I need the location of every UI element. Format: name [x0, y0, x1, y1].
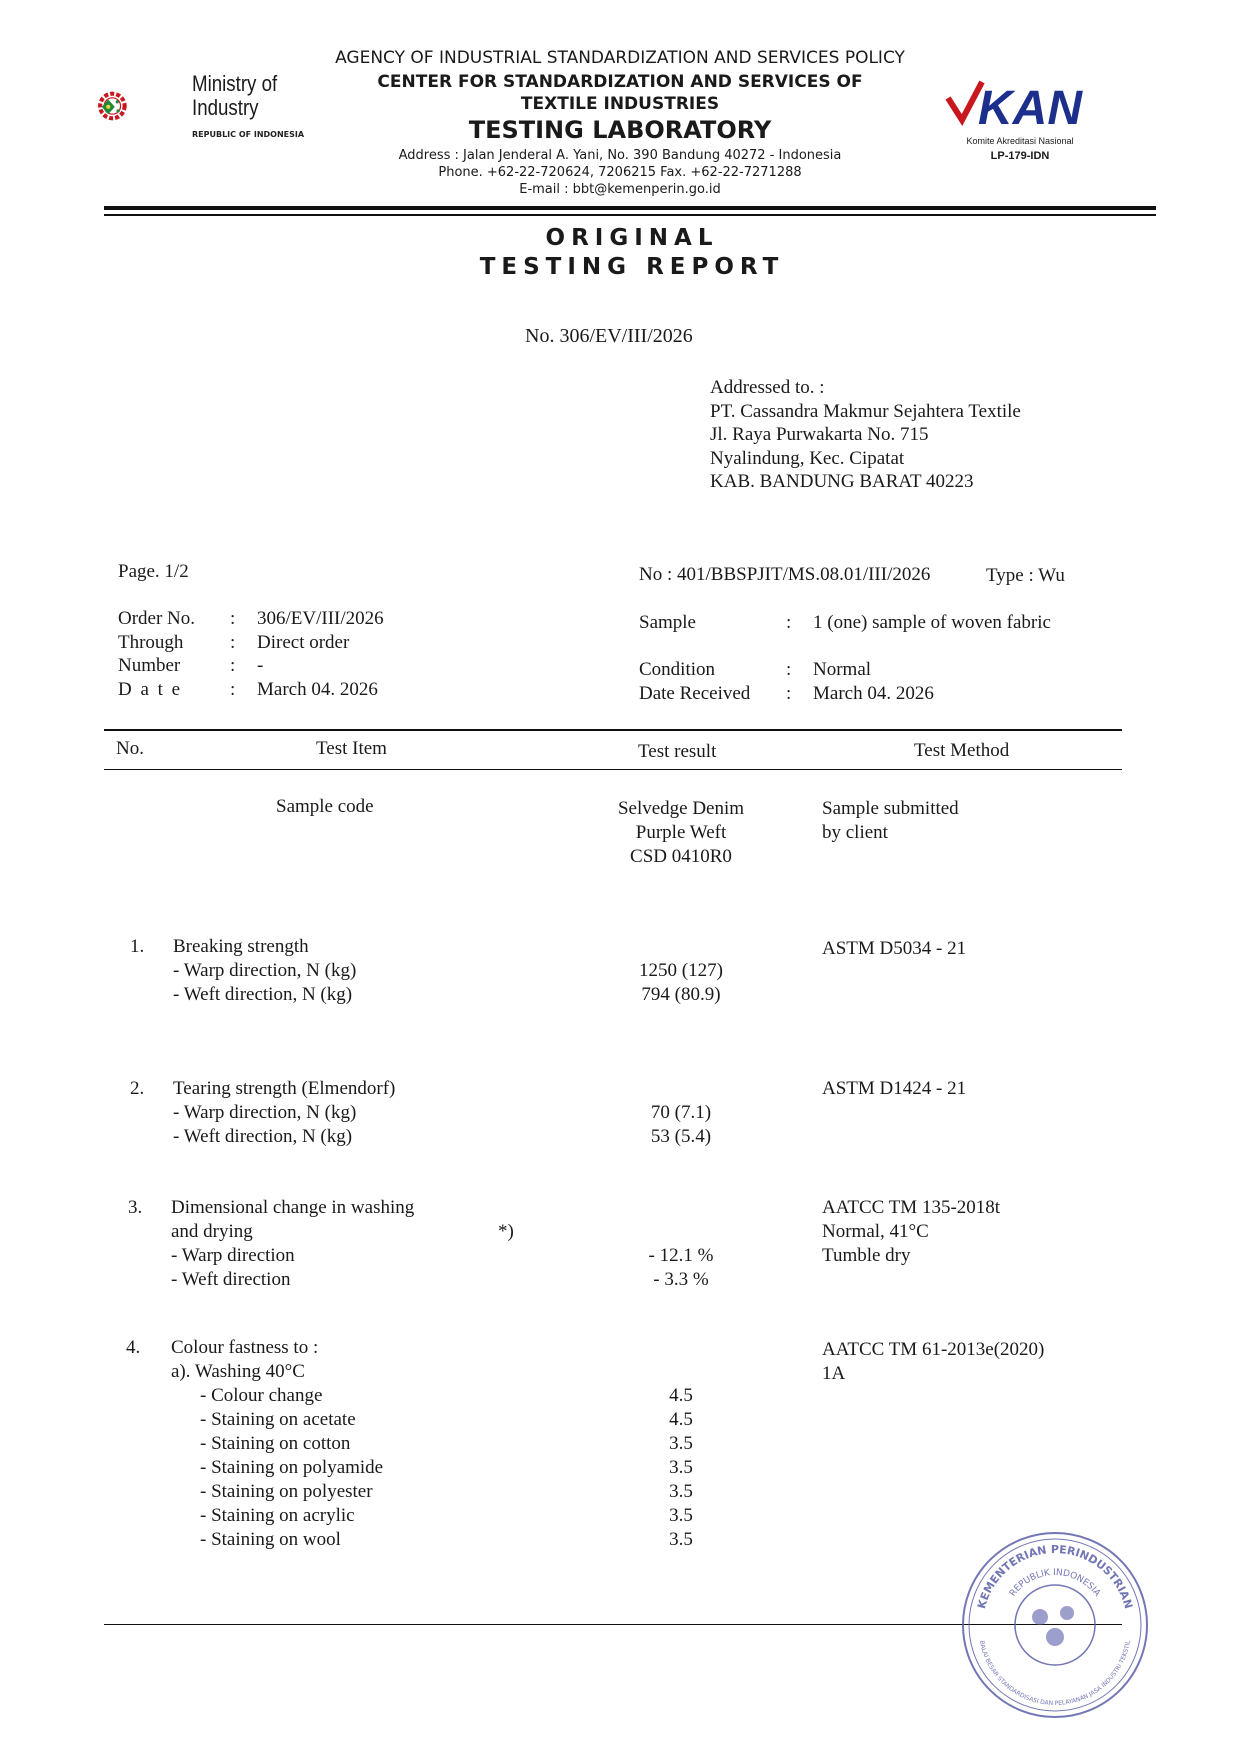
kan-id: LP-179-IDN [990, 150, 1050, 162]
item-line: - Staining on acrylic [200, 1505, 355, 1526]
condition-label: Condition [639, 659, 716, 680]
method-line: Tumble dry [822, 1245, 911, 1266]
order-no-value: 306/EV/III/2026 [257, 608, 384, 629]
result-value: 4.5 [669, 1385, 693, 1406]
item-no: 2. [130, 1078, 145, 1099]
sample-code-method [822, 797, 959, 845]
date-received-value: March 04. 2026 [813, 683, 934, 704]
table-top-rule [104, 729, 1122, 731]
colon: : [230, 632, 236, 653]
footnote-marker: *) [498, 1221, 514, 1242]
result-value: 3.5 [669, 1481, 693, 1502]
reference-no: No : 401/BBSPJIT/MS.08.01/III/2026 [639, 564, 931, 585]
colon: : [786, 659, 792, 680]
col-header-no: No. [116, 738, 144, 759]
colon: : [786, 683, 792, 704]
item-line: - Staining on polyester [200, 1481, 373, 1502]
lab-title: TESTING LABORATORY [468, 116, 772, 144]
center-title-2: TEXTILE INDUSTRIES [520, 94, 720, 114]
result-value: 3.5 [669, 1457, 693, 1478]
item-lines [171, 1336, 383, 1552]
item-line: - Staining on acetate [200, 1409, 356, 1430]
page-indicator: Page. 1/2 [118, 561, 189, 582]
date-received-label: Date Received [639, 683, 751, 704]
through-value: Direct order [257, 632, 350, 653]
item-line: Breaking strength [173, 936, 309, 957]
addressee-line: Jl. Raya Purwakarta No. 715 [710, 424, 929, 445]
result-value: 3.5 [669, 1433, 693, 1454]
addressee-line: Nyalindung, Kec. Cipatat [710, 448, 905, 469]
item-results [596, 1101, 766, 1149]
addressee-line: PT. Cassandra Makmur Sejahtera Textile [710, 401, 1021, 422]
method-line: ASTM D1424 - 21 [822, 1078, 967, 1099]
item-line: a). Washing 40°C [171, 1361, 305, 1382]
item-lines [173, 1077, 395, 1149]
result-value: 53 (5.4) [650, 1126, 712, 1147]
stamp-bottom-text: BALAI BESAR STANDARDISASI DAN PELAYANAN JASA INDUSTRI TEKSTIL [977, 1640, 1133, 1708]
result-value: 70 (7.1) [650, 1102, 712, 1123]
item-line: - Warp direction [171, 1245, 295, 1266]
result-value: - 12.1 % [648, 1245, 714, 1266]
number-label: Number [118, 655, 181, 676]
method-line: Normal, 41°C [822, 1221, 929, 1242]
item-method [822, 1077, 966, 1101]
method-line: AATCC TM 135-2018t [822, 1197, 1001, 1218]
result-value: - 3.3 % [653, 1269, 709, 1290]
colon: : [786, 612, 792, 633]
date-label: D a t e [118, 679, 183, 700]
method-line: ASTM D5034 - 21 [822, 938, 967, 959]
number-value: - [257, 655, 264, 676]
email-line: E-mail : bbt@kemenperin.go.id [519, 182, 721, 197]
ministry-sub: REPUBLIC OF INDONESIA [192, 130, 305, 139]
item-line: - Staining on wool [200, 1529, 341, 1550]
item-results [596, 1244, 766, 1292]
stamp-mid-text: REPUBLIK INDONESIA [1008, 1567, 1102, 1599]
header-rule-thick [104, 206, 1156, 210]
svg-text:BALAI BESAR STANDARDISASI DAN [978, 1639, 1132, 1707]
method-line: 1A [822, 1363, 846, 1384]
item-line: and drying [171, 1221, 253, 1242]
condition-value: Normal [813, 659, 872, 680]
addressed-label: Addressed to. : [710, 377, 825, 398]
item-no: 4. [126, 1337, 141, 1358]
item-line: - Warp direction, N (kg) [173, 960, 357, 981]
kan-subtitle: Komite Akreditasi Nasional [966, 136, 1074, 146]
through-label: Through [118, 632, 184, 653]
center-title-1: CENTER FOR STANDARDIZATION AND SERVICES OF [377, 72, 863, 92]
colon: : [230, 655, 236, 676]
item-line: - Weft direction [171, 1269, 291, 1290]
ministry-line2: Industry [192, 95, 259, 120]
item-line: Colour fastness to : [171, 1337, 319, 1358]
item-method [822, 1196, 1000, 1268]
col-header-test-result: Test result [638, 741, 717, 762]
method-line: Sample submitted [822, 798, 959, 819]
ministry-line1: Ministry of [192, 71, 278, 96]
item-line: Dimensional change in washing [171, 1197, 415, 1218]
item-lines [173, 935, 356, 1007]
phone-line: Phone. +62-22-720624, 7206215 Fax. +62-22-7271288 [438, 165, 802, 180]
item-no: 1. [130, 936, 145, 957]
sample-code-label: Sample code [276, 796, 374, 817]
doc-title-original: ORIGINAL [545, 225, 719, 251]
stamp-top-text: KEMENTERIAN PERINDUSTRIAN [974, 1542, 1136, 1611]
item-line: - Staining on polyamide [200, 1457, 384, 1478]
address-line: Address : Jalan Jenderal A. Yani, No. 390 Bandung 40272 - Indonesia [398, 148, 842, 163]
kan-logo [940, 76, 1100, 136]
item-line: - Colour change [200, 1385, 323, 1406]
sample-value: 1 (one) sample of woven fabric [813, 612, 1051, 633]
table-header-rule [104, 769, 1122, 770]
colon: : [230, 679, 236, 700]
result-value: 1250 (127) [639, 960, 723, 981]
item-method [822, 1338, 1044, 1386]
item-results [596, 959, 766, 1007]
item-line: - Staining on cotton [200, 1433, 351, 1454]
type-label: Type : Wu [986, 565, 1065, 586]
sample-code-line: CSD 0410R0 [630, 846, 732, 867]
sample-label: Sample [639, 612, 696, 633]
item-line: - Warp direction, N (kg) [173, 1102, 357, 1123]
addressee-line: KAB. BANDUNG BARAT 40223 [710, 471, 974, 492]
method-line: by client [822, 822, 888, 843]
order-no-label: Order No. [118, 608, 196, 629]
col-header-test-method: Test Method [914, 740, 1010, 761]
header-rule-thin [104, 214, 1156, 216]
item-results [596, 1384, 766, 1552]
sample-code-line: Selvedge Denim [617, 798, 745, 819]
result-value: 4.5 [669, 1409, 693, 1430]
report-number: No. 306/EV/III/2026 [525, 325, 693, 347]
agency-title: AGENCY OF INDUSTRIAL STANDARDIZATION AND SERVICES POLICY [335, 48, 905, 68]
item-method [822, 937, 966, 961]
item-no: 3. [128, 1197, 143, 1218]
svg-text:REPUBLIK INDONESIA [1008, 1568, 1102, 1599]
result-value: 3.5 [669, 1505, 693, 1526]
col-header-test-item: Test Item [316, 738, 387, 759]
result-value: 794 (80.9) [641, 984, 721, 1005]
item-line: - Weft direction, N (kg) [173, 1126, 353, 1147]
colon: : [230, 608, 236, 629]
date-value: March 04. 2026 [257, 679, 378, 700]
item-lines [171, 1196, 414, 1292]
method-line: AATCC TM 61-2013e(2020) [822, 1339, 1045, 1360]
official-stamp [955, 1525, 1155, 1725]
sample-code-value [596, 797, 766, 869]
kan-logo-text: KAN [978, 82, 1082, 135]
doc-title-report: TESTING REPORT [479, 254, 785, 280]
item-line: - Weft direction, N (kg) [173, 984, 353, 1005]
result-value: 3.5 [669, 1529, 693, 1550]
item-line: Tearing strength (Elmendorf) [173, 1078, 396, 1099]
sample-code-line: Purple Weft [635, 822, 727, 843]
